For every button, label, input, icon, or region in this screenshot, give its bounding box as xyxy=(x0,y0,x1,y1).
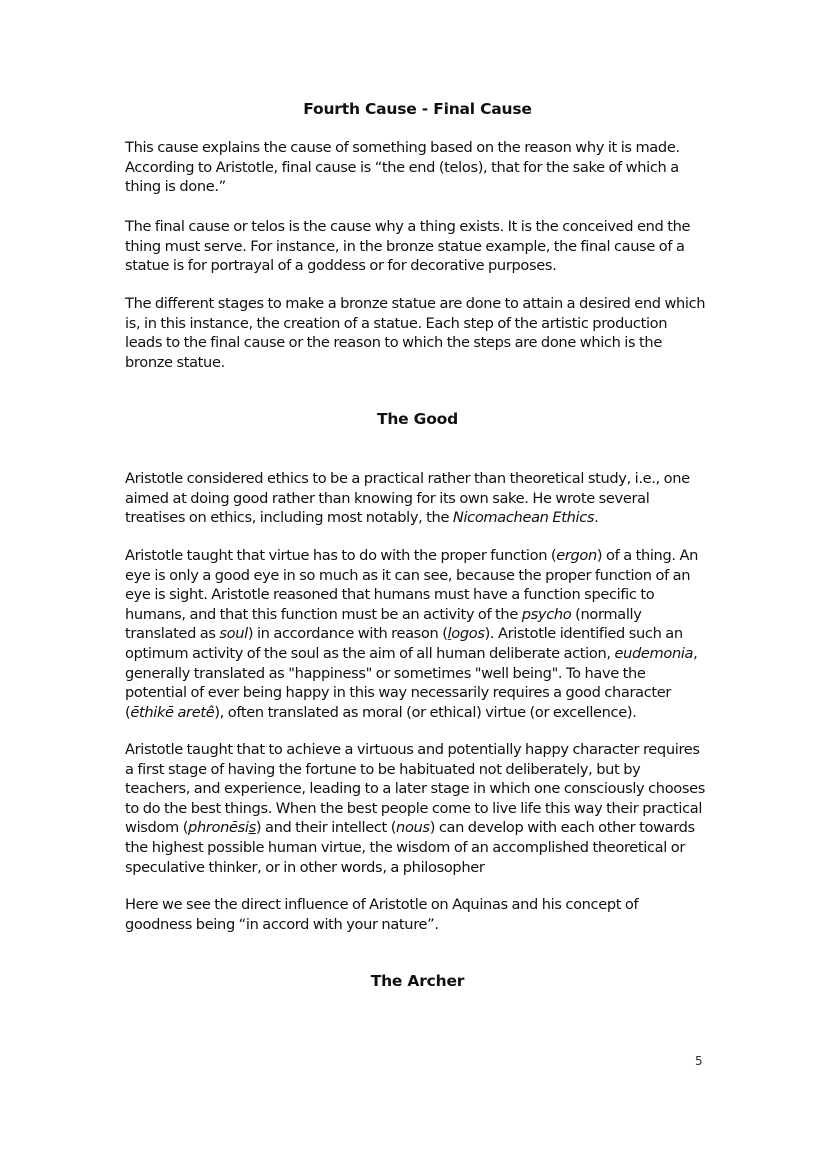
heading-the-good: The Good xyxy=(376,410,459,428)
term-eudemonia: eudemonia xyxy=(614,644,694,662)
heading-the-archer: The Archer xyxy=(370,972,465,990)
term-logos: logos xyxy=(447,625,485,643)
term-nous: nous xyxy=(396,819,430,837)
paragraph-virtuous-character: Aristotle taught that to achieve a virtuous and potentially happy character requires a first stage of having the fortune to be habituated not deliberately, but by teachers, and experience, leading to a later stage in which one consciously chooses to do the best things. When the best people come to live life this way their practical wisdom (phronēsis) and their intellect (nous) can develop with each other towards the highest possible human virtue, the wisdom of an accomplished theoretical or speculative thinker, or in other words, a philosopher xyxy=(125,741,705,876)
paragraph-bronze-statue-stages: The different stages to make a bronze statue are done to attain a desired end which is, in this instance, the creation of a statue. Each step of the artistic production leads to the final cause or the reason to which the steps are done which is the bronze statue. xyxy=(125,295,706,371)
term-soul: soul xyxy=(219,625,248,643)
heading-final-cause: Fourth Cause - Final Cause xyxy=(303,100,532,118)
term-psycho: psycho xyxy=(521,605,572,623)
term-phronesis: phronēsis xyxy=(188,819,256,837)
paragraph-final-cause-intro: This cause explains the cause of something based on the reason why it is made. According to Aristotle, final cause is “the end (telos), that for the sake of which a thing is done.” xyxy=(125,139,680,196)
paragraph-aquinas-influence: Here we see the direct influence of Aristotle on Aquinas and his concept of goodness being “in accord with your nature”. xyxy=(125,896,639,933)
paragraph-virtue-function: Aristotle taught that virtue has to do with the proper function (ergon) of a thing. An eye is only a good eye in so much as it can see, because the proper function of an eye is sight. Aristotle reasoned that humans must have a function specific to humans, and that this function must be an activity of the psycho (normally translated as soul) in accordance with reason (logos). Aristotle identified such an optimum activity of the soul as the aim of all human deliberate action, eudemonia, generally translated as "happiness" or sometimes "well being". To have the potential of ever being happy in this way necessarily requires a good character (ēthikē aretê), often translated as moral (or ethical) virtue (or excellence). xyxy=(125,547,698,721)
paragraph-ethics-practical: Aristotle considered ethics to be a practical rather than theoretical study, i.e., one aimed at doing good rather than knowing for its own sake. He wrote several treatises on ethics, including most notably, the Nicomachean Ethics. xyxy=(125,470,690,527)
term-ethike-arete: ēthikē aretê xyxy=(130,703,215,721)
nicomachean-ethics-title: Nicomachean Ethics xyxy=(452,509,595,527)
page-number: 5 xyxy=(695,1054,703,1068)
term-ergon: ergon xyxy=(556,547,597,564)
paragraph-telos-definition: The final cause or telos is the cause why a thing exists. It is the conceived end the thing must serve. For instance, in the bronze statue example, the final cause of a statue is for portrayal of a goddess or for decorative purposes. xyxy=(125,218,691,275)
